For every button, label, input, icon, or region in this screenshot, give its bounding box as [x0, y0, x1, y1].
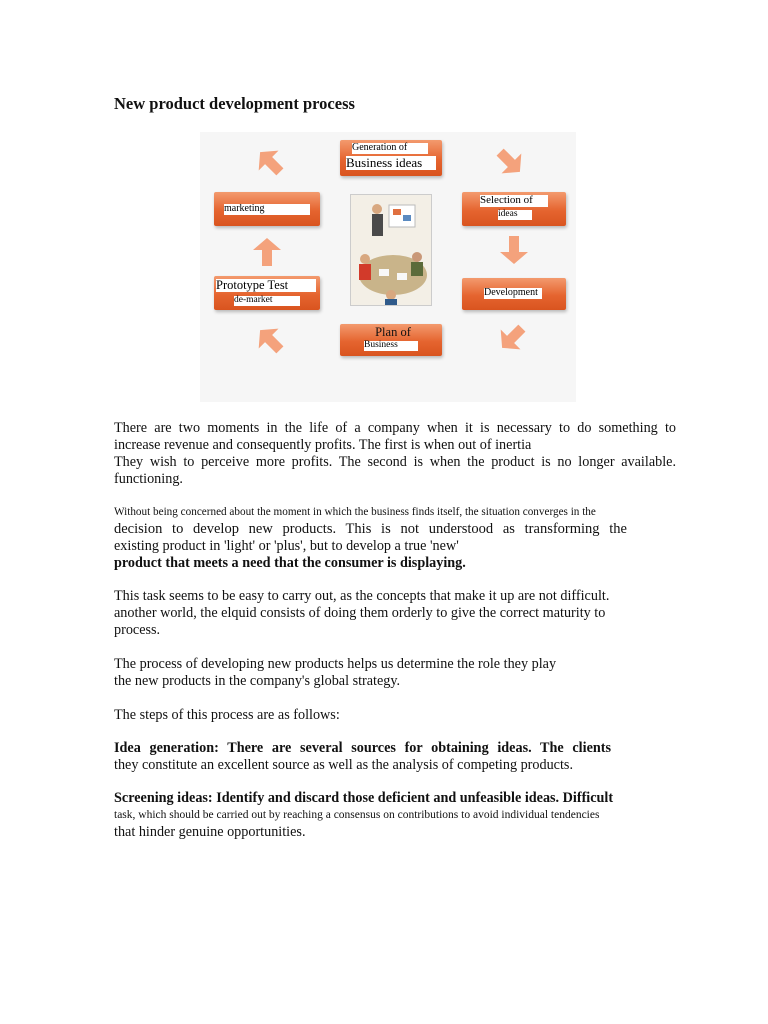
node-selection — [462, 192, 566, 226]
paragraph: This task seems to be easy to carry out, as the concepts that make it up are not difficult. — [114, 588, 610, 604]
paragraph: They wish to perceive more profits. The second is when the product is no longer available. — [114, 454, 676, 470]
paragraph: another world, the elquid consists of doing them orderly to give the correct maturity to — [114, 605, 606, 621]
arrow-icon — [498, 234, 530, 266]
node-plan-line2: Business — [364, 341, 418, 351]
paragraph: Idea generation: There are several sources for obtaining ideas. The clients — [114, 740, 611, 756]
node-selection-line1: Selection of — [480, 195, 548, 207]
node-prototype-line1: Prototype Test — [216, 279, 316, 292]
paragraph: functioning. — [114, 471, 183, 487]
paragraph: The process of developing new products helps us determine the role they play — [114, 656, 557, 672]
page-title: New product development process — [114, 94, 355, 113]
node-marketing — [214, 192, 320, 226]
arrow-icon — [254, 146, 286, 178]
paragraph: Without being concerned about the moment in which the business finds itself, the situation converges in the — [114, 506, 596, 518]
node-generation — [340, 140, 442, 176]
arrow-icon — [494, 146, 526, 178]
paragraph: they constitute an excellent source as well as the analysis of competing products. — [114, 757, 573, 773]
paragraph: There are two moments in the life of a company when it is necessary to do something to — [114, 420, 676, 436]
process-diagram — [200, 132, 576, 402]
paragraph: the new products in the company's global strategy. — [114, 673, 401, 689]
node-plan-line1: Plan of — [375, 325, 411, 339]
arrow-icon — [251, 236, 283, 268]
paragraph: decision to develop new products. This is not understood as transforming the — [114, 521, 627, 537]
node-plan — [340, 324, 442, 356]
paragraph: increase revenue and consequently profits. The first is when out of inertia — [114, 437, 532, 453]
paragraph: product that meets a need that the consumer is displaying. — [114, 555, 466, 571]
paragraph: The steps of this process are as follows: — [114, 707, 340, 723]
paragraph: existing product in 'light' or 'plus', but to develop a true 'new' — [114, 538, 459, 554]
arrow-icon — [254, 324, 286, 356]
paragraph: Screening ideas: Identify and discard those deficient and unfeasible ideas. Difficult — [114, 790, 614, 806]
paragraph: that hinder genuine opportunities. — [114, 824, 306, 840]
node-generation-line2: Business ideas — [346, 156, 436, 170]
node-development — [462, 278, 566, 310]
node-prototype — [214, 276, 320, 310]
node-generation-line1: Generation of — [352, 143, 428, 154]
node-prototype-line2: de-market — [234, 296, 300, 306]
paragraph: process. — [114, 622, 161, 638]
node-development-line1: Development — [484, 288, 542, 299]
paragraph: task, which should be carried out by reaching a consensus on contributions to avoid individual tendencies — [114, 809, 600, 821]
node-selection-line2: ideas — [498, 210, 532, 220]
arrow-icon — [496, 322, 528, 354]
team-meeting-photo — [350, 194, 432, 306]
node-marketing-line1: marketing — [224, 204, 310, 215]
